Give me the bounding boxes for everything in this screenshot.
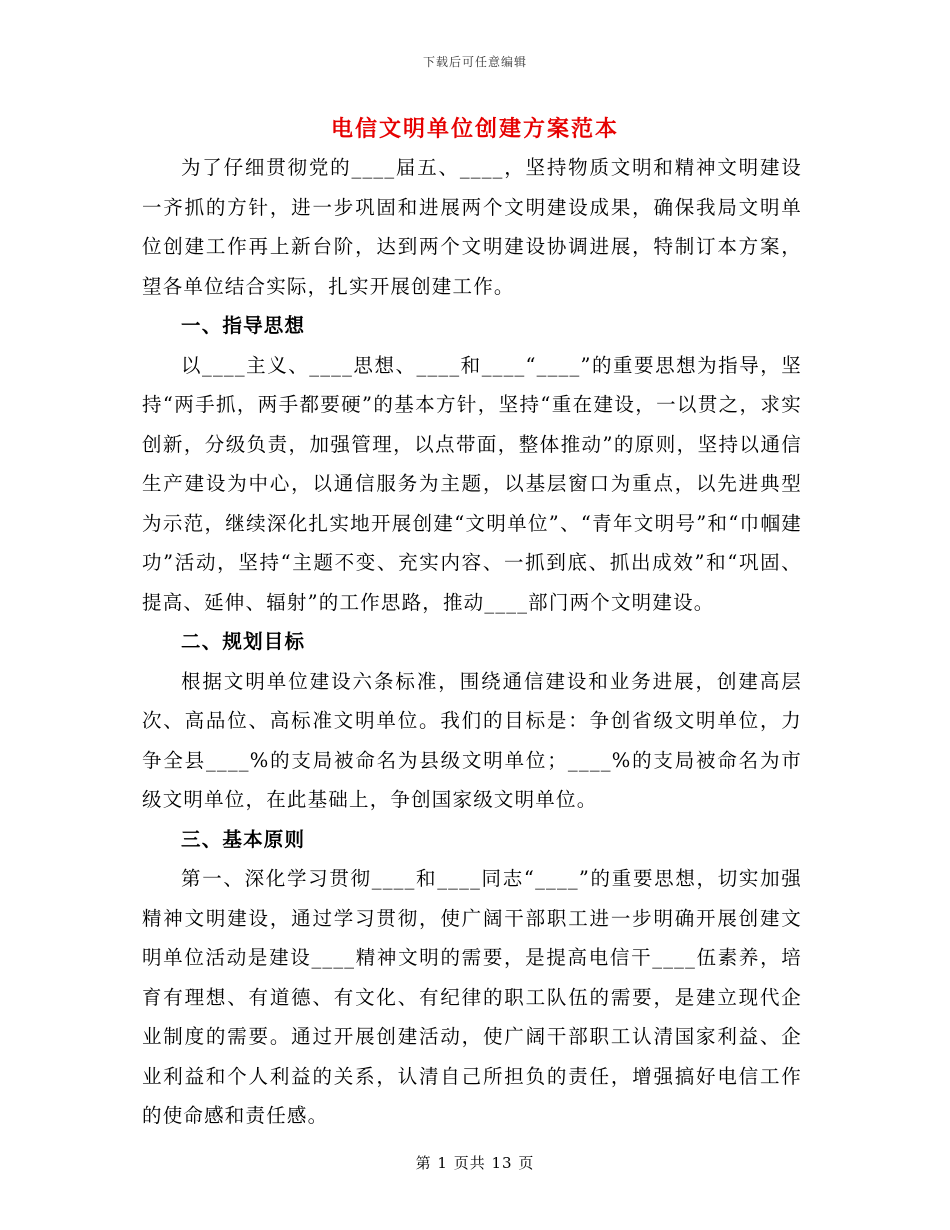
document-body — [142, 148, 802, 1136]
document-title: 电信文明单位创建方案范本 — [330, 116, 619, 142]
intro-paragraph: 为了仔细贯彻党的____届五、____，坚持物质文明和精神文明建设一齐抓的方针，进一步巩固和进展两个文明建设成果，确保我局文明单位创建工作再上新台阶，达到两个文明建设协调进展，特制订本方案，望各单位结合实际，扎实开展创建工作。 — [142, 156, 802, 298]
section-body-guiding-ideology: 以____主义、____思想、____和____“____”的重要思想为指导，坚持“两手抓，两手都要硬”的基本方针，坚持“重在建设，一以贯之，求实创新，分级负责，加强管理，以点带面，整体推动”的原则，坚持以通信生产建设为中心，以通信服务为主题，以基层窗口为重点，以先进典型为示范，继续深化扎实地开展创建“文明单位”、“青年文明号”和“巾帼建功”活动，坚持“主题不变、充实内容、一抓到底、抓出成效”和“巩固、提高、延伸、辐射”的工作思路，推动____部门两个文明建设。 — [142, 353, 802, 614]
section-heading-basic-principles: 三、基本原则 — [181, 827, 306, 851]
page-number: 第 1 页共 13 页 — [415, 1154, 535, 1172]
section-body-planning-goals: 根据文明单位建设六条标准，围绕通信建设和业务进展，创建高层次、高品位、高标准文明单位。我们的目标是：争创省级文明单位，力争全县____%的支局被命名为县级文明单位；____%的支局被命名为市级文明单位，在此基础上，争创国家级文明单位。 — [142, 669, 802, 811]
section-body-basic-principles: 第一、深化学习贯彻____和____同志“____”的重要思想，切实加强精神文明建设，通过学习贯彻，使广阔干部职工进一步明确开展创建文明单位活动是建设____精神文明的需要，是提高电信干____伍素养，培育有理想、有道德、有文化、有纪律的职工队伍的需要，是建立现代企业制度的需要。通过开展创建活动，使广阔干部职工认清国家利益、企业利益和个人利益的关系，认清自己所担负的责任，增强搞好电信工作的使命感和责任感。 — [142, 867, 802, 1127]
section-heading-planning-goals: 二、规划目标 — [181, 630, 306, 653]
section-heading-guiding-ideology: 一、指导思想 — [181, 314, 306, 337]
header-note: 下载后可任意编辑 — [422, 55, 527, 69]
